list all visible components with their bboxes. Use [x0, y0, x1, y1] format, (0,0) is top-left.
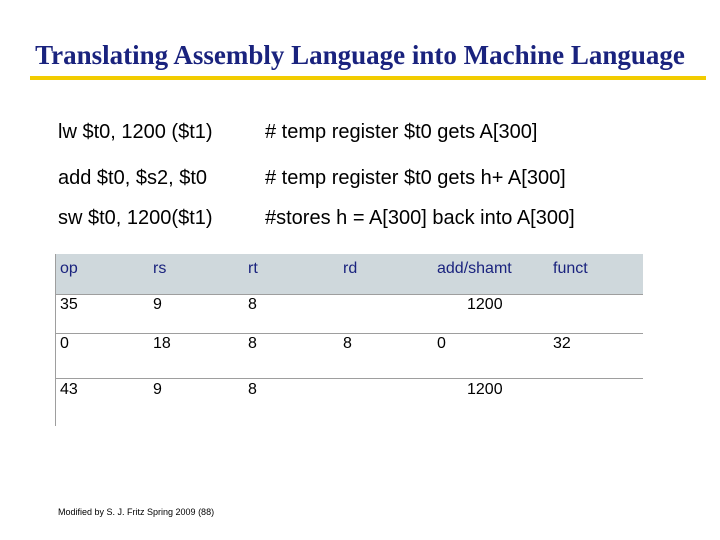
table-left-border [55, 254, 56, 426]
row2-op: 0 [60, 335, 69, 352]
row-divider [55, 333, 643, 334]
comment-text: # temp register $t0 gets h+ A[300] [265, 167, 566, 189]
row-divider [55, 294, 643, 295]
code-line-sw [58, 207, 575, 230]
slide-title: Translating Assembly Language into Machine Language [35, 40, 685, 70]
row2-rd: 8 [343, 335, 352, 352]
row3-rs: 9 [153, 381, 162, 398]
row3-address: 1200 [467, 381, 503, 398]
comment-text: # temp register $t0 gets A[300] [265, 121, 538, 143]
row2-rs: 18 [153, 335, 171, 352]
machine-code-table [55, 254, 643, 426]
row3-op: 43 [60, 381, 78, 398]
instruction-text: sw $t0, 1200($t1) [58, 207, 213, 229]
code-line-add [58, 167, 566, 190]
row-divider [55, 378, 643, 379]
row1-rt: 8 [248, 296, 257, 313]
header-rd: rd [343, 260, 358, 277]
instruction-text: lw $t0, 1200 ($t1) [58, 121, 213, 143]
header-add-shamt: add/shamt [437, 260, 512, 277]
row1-rs: 9 [153, 296, 162, 313]
instruction-text: add $t0, $s2, $t0 [58, 167, 208, 189]
header-op: op [60, 260, 78, 277]
title-underline [30, 76, 706, 80]
row2-shamt: 0 [437, 335, 446, 352]
row2-funct: 32 [553, 335, 571, 352]
header-rt: rt [248, 260, 258, 277]
row1-op: 35 [60, 296, 78, 313]
row1-address: 1200 [467, 296, 503, 313]
code-line-lw [58, 121, 538, 144]
row3-rt: 8 [248, 381, 257, 398]
comment-text: #stores h = A[300] back into A[300] [265, 207, 575, 229]
row2-rt: 8 [248, 335, 257, 352]
header-funct: funct [553, 260, 588, 277]
footer-credit: Modified by S. J. Fritz Spring 2009 (88) [58, 507, 215, 517]
header-rs: rs [153, 260, 167, 277]
